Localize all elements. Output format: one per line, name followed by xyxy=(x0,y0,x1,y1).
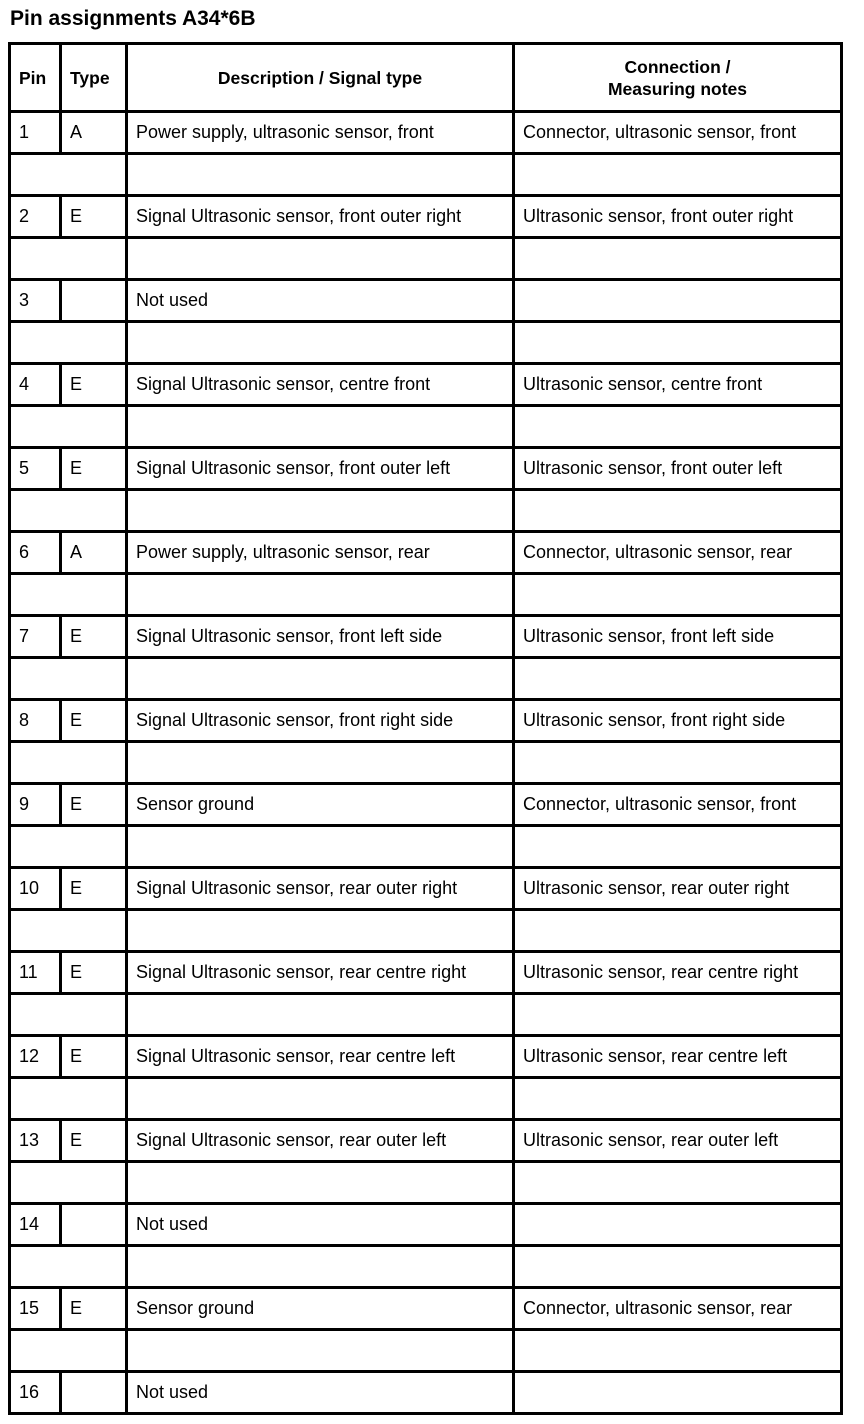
table-row xyxy=(10,1204,842,1246)
pin-cell: 10 xyxy=(10,868,61,910)
table-row xyxy=(10,700,842,742)
description-cell: Signal Ultrasonic sensor, rear centre left xyxy=(127,1036,514,1078)
description-cell: Power supply, ultrasonic sensor, front xyxy=(127,112,514,154)
pin-cell: 8 xyxy=(10,700,61,742)
table-row xyxy=(10,1288,842,1330)
type-cell: E xyxy=(61,1288,127,1330)
header-connection xyxy=(514,44,842,112)
pin-cell: 9 xyxy=(10,784,61,826)
description-cell: Signal Ultrasonic sensor, rear outer left xyxy=(127,1120,514,1162)
spacer-cell-merged xyxy=(10,154,127,196)
spacer-cell xyxy=(127,742,514,784)
description-cell: Not used xyxy=(127,280,514,322)
spacer-cell xyxy=(127,490,514,532)
type-cell xyxy=(61,1204,127,1246)
table-row xyxy=(10,448,842,490)
spacer-cell xyxy=(127,574,514,616)
spacer-row xyxy=(10,1078,842,1120)
spacer-cell-merged xyxy=(10,406,127,448)
table-row xyxy=(10,784,842,826)
spacer-cell-merged xyxy=(10,238,127,280)
spacer-cell xyxy=(514,1246,842,1288)
spacer-cell xyxy=(514,154,842,196)
table-row xyxy=(10,364,842,406)
type-cell: A xyxy=(61,112,127,154)
page-title: Pin assignments A34*6B xyxy=(10,7,256,30)
spacer-cell-merged xyxy=(10,322,127,364)
spacer-cell xyxy=(514,574,842,616)
spacer-cell xyxy=(127,826,514,868)
table-row xyxy=(10,868,842,910)
header-type: Type xyxy=(61,44,127,112)
type-cell: A xyxy=(61,532,127,574)
connection-cell xyxy=(514,1204,842,1246)
description-cell: Power supply, ultrasonic sensor, rear xyxy=(127,532,514,574)
spacer-cell xyxy=(514,238,842,280)
type-cell: E xyxy=(61,868,127,910)
description-cell: Not used xyxy=(127,1372,514,1414)
pin-cell: 1 xyxy=(10,112,61,154)
connection-cell: Ultrasonic sensor, front outer right xyxy=(514,196,842,238)
pin-cell: 12 xyxy=(10,1036,61,1078)
connection-cell: Connector, ultrasonic sensor, front xyxy=(514,784,842,826)
pin-cell: 6 xyxy=(10,532,61,574)
type-cell xyxy=(61,1372,127,1414)
pin-cell: 13 xyxy=(10,1120,61,1162)
spacer-cell-merged xyxy=(10,742,127,784)
pin-cell: 14 xyxy=(10,1204,61,1246)
table-body xyxy=(10,112,842,1414)
spacer-cell-merged xyxy=(10,826,127,868)
type-cell: E xyxy=(61,1036,127,1078)
spacer-cell xyxy=(514,742,842,784)
connection-cell: Ultrasonic sensor, rear centre right xyxy=(514,952,842,994)
spacer-cell xyxy=(127,1078,514,1120)
description-cell: Signal Ultrasonic sensor, front right side xyxy=(127,700,514,742)
spacer-row xyxy=(10,1162,842,1204)
description-cell: Signal Ultrasonic sensor, centre front xyxy=(127,364,514,406)
spacer-cell xyxy=(127,994,514,1036)
spacer-row xyxy=(10,910,842,952)
spacer-cell xyxy=(514,658,842,700)
description-cell: Signal Ultrasonic sensor, front outer left xyxy=(127,448,514,490)
pin-assignment-table xyxy=(8,42,843,1415)
connection-cell: Ultrasonic sensor, front outer left xyxy=(514,448,842,490)
spacer-row xyxy=(10,490,842,532)
connection-cell: Connector, ultrasonic sensor, front xyxy=(514,112,842,154)
pin-cell: 4 xyxy=(10,364,61,406)
header-pin: Pin xyxy=(10,44,61,112)
connection-cell: Ultrasonic sensor, rear outer right xyxy=(514,868,842,910)
spacer-cell-merged xyxy=(10,658,127,700)
description-cell: Signal Ultrasonic sensor, front left side xyxy=(127,616,514,658)
spacer-cell xyxy=(514,490,842,532)
spacer-cell xyxy=(127,154,514,196)
type-cell: E xyxy=(61,616,127,658)
type-cell xyxy=(61,280,127,322)
description-cell: Signal Ultrasonic sensor, rear centre right xyxy=(127,952,514,994)
spacer-cell-merged xyxy=(10,1078,127,1120)
spacer-row xyxy=(10,826,842,868)
pin-cell: 11 xyxy=(10,952,61,994)
table-header-row xyxy=(10,44,842,112)
connection-cell: Ultrasonic sensor, front left side xyxy=(514,616,842,658)
table-row xyxy=(10,1036,842,1078)
spacer-row xyxy=(10,238,842,280)
description-cell: Signal Ultrasonic sensor, rear outer right xyxy=(127,868,514,910)
spacer-cell xyxy=(127,1162,514,1204)
type-cell: E xyxy=(61,784,127,826)
spacer-row xyxy=(10,742,842,784)
spacer-cell xyxy=(127,658,514,700)
spacer-cell xyxy=(127,1246,514,1288)
type-cell: E xyxy=(61,448,127,490)
connection-cell xyxy=(514,1372,842,1414)
header-connection-line1: Connection / xyxy=(624,56,731,77)
table-row xyxy=(10,1120,842,1162)
spacer-cell-merged xyxy=(10,1330,127,1372)
spacer-row xyxy=(10,658,842,700)
spacer-cell-merged xyxy=(10,574,127,616)
spacer-row xyxy=(10,1246,842,1288)
spacer-cell xyxy=(514,994,842,1036)
spacer-row xyxy=(10,574,842,616)
pin-cell: 5 xyxy=(10,448,61,490)
pin-cell: 2 xyxy=(10,196,61,238)
spacer-cell-merged xyxy=(10,1162,127,1204)
connection-cell: Ultrasonic sensor, front right side xyxy=(514,700,842,742)
spacer-cell xyxy=(514,1330,842,1372)
spacer-cell xyxy=(514,1078,842,1120)
connection-cell xyxy=(514,280,842,322)
pin-cell: 3 xyxy=(10,280,61,322)
pin-cell: 7 xyxy=(10,616,61,658)
spacer-row xyxy=(10,154,842,196)
spacer-row xyxy=(10,322,842,364)
connection-cell: Ultrasonic sensor, rear centre left xyxy=(514,1036,842,1078)
table-row xyxy=(10,196,842,238)
connection-cell: Ultrasonic sensor, rear outer left xyxy=(514,1120,842,1162)
connection-cell: Connector, ultrasonic sensor, rear xyxy=(514,532,842,574)
type-cell: E xyxy=(61,196,127,238)
header-connection-line2: Measuring notes xyxy=(607,78,748,99)
table-row xyxy=(10,1372,842,1414)
spacer-cell xyxy=(127,322,514,364)
spacer-cell xyxy=(127,1330,514,1372)
table-row xyxy=(10,616,842,658)
spacer-cell xyxy=(514,910,842,952)
description-cell: Not used xyxy=(127,1204,514,1246)
type-cell: E xyxy=(61,952,127,994)
spacer-row xyxy=(10,1330,842,1372)
type-cell: E xyxy=(61,700,127,742)
pin-cell: 15 xyxy=(10,1288,61,1330)
spacer-cell xyxy=(127,910,514,952)
description-cell: Sensor ground xyxy=(127,1288,514,1330)
spacer-cell xyxy=(127,406,514,448)
type-cell: E xyxy=(61,1120,127,1162)
spacer-cell-merged xyxy=(10,490,127,532)
table-row xyxy=(10,532,842,574)
spacer-cell xyxy=(127,238,514,280)
description-cell: Signal Ultrasonic sensor, front outer right xyxy=(127,196,514,238)
spacer-cell xyxy=(514,322,842,364)
connection-cell: Connector, ultrasonic sensor, rear xyxy=(514,1288,842,1330)
spacer-cell xyxy=(514,1162,842,1204)
connection-cell: Ultrasonic sensor, centre front xyxy=(514,364,842,406)
spacer-row xyxy=(10,406,842,448)
spacer-cell-merged xyxy=(10,910,127,952)
table-row xyxy=(10,280,842,322)
spacer-cell-merged xyxy=(10,1246,127,1288)
table-row xyxy=(10,112,842,154)
description-cell: Sensor ground xyxy=(127,784,514,826)
spacer-cell xyxy=(514,826,842,868)
type-cell: E xyxy=(61,364,127,406)
spacer-cell xyxy=(514,406,842,448)
table-row xyxy=(10,952,842,994)
pin-cell: 16 xyxy=(10,1372,61,1414)
spacer-row xyxy=(10,994,842,1036)
spacer-cell-merged xyxy=(10,994,127,1036)
header-description: Description / Signal type xyxy=(127,44,514,112)
